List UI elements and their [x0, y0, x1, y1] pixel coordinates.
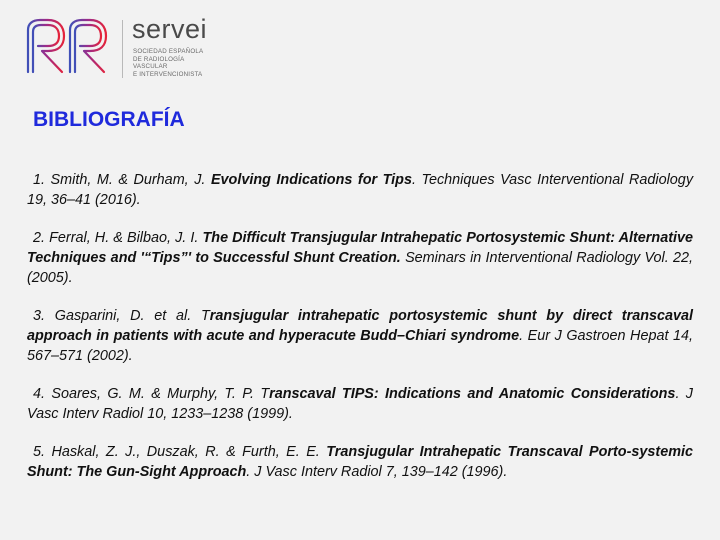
reference-item — [27, 384, 693, 424]
reference-item — [27, 442, 693, 482]
reference-number: 2. — [33, 230, 46, 246]
reference-number: 3. — [33, 308, 46, 324]
brand-name: servei — [132, 14, 208, 44]
servei-logo — [22, 14, 222, 78]
logo-divider — [122, 20, 123, 78]
reference-title: ranscaval TIPS: Indications and Anatomic Considerations — [269, 386, 676, 402]
brand-subtitle-line: E INTERVENCIONISTA — [133, 70, 203, 78]
reference-authors: Soares, G. M. & Murphy, T. P. T — [51, 386, 270, 402]
reference-title: The Difficult Transjugular Intrahepatic Portosystemic Shunt: Alternative Techniques and '“Tips”' to Successful Shunt Creation. — [27, 230, 693, 266]
brand-subtitle-line: DE RADIOLOGÍA — [133, 55, 185, 63]
servei-logo-mark-icon — [22, 16, 118, 76]
reference-number: 1. — [33, 172, 46, 188]
brand-subtitle-line: SOCIEDAD ESPAÑOLA — [133, 48, 204, 55]
reference-title: ransjugular intrahepatic portosystemic shunt by direct transcaval approach in patients with acute and hyperacute Budd–Chiari syndrome — [27, 308, 694, 344]
reference-source: . J Vasc Interv Radiol 7, 139–142 (1996). — [246, 464, 508, 480]
reference-authors: Gasparini, D. et al. T — [54, 308, 210, 324]
reference-authors: Smith, M. & Durham, J. — [50, 172, 211, 188]
reference-item — [27, 170, 693, 210]
reference-source: Seminars in Interventional Radiology Vol. 22, (2005). — [27, 250, 693, 286]
brand-subtitle-line: VASCULAR — [133, 63, 168, 70]
reference-number: 5. — [33, 444, 46, 460]
reference-title: Evolving Indications for Tips — [210, 172, 412, 188]
reference-title: Transjugular Intrahepatic Transcaval Porto-systemic Shunt: The Gun-Sight Approach — [27, 444, 693, 480]
reference-item — [27, 228, 693, 288]
reference-source: . Techniques Vasc Interventional Radiology 19, 36–41 (2016). — [27, 172, 694, 208]
reference-authors: Ferral, H. & Bilbao, J. I. — [49, 230, 203, 246]
reference-source: . J Vasc Interv Radiol 10, 1233–1238 (1999). — [27, 386, 694, 422]
reference-source: . Eur J Gastroen Hepat 14, 567–571 (2002). — [27, 328, 693, 364]
reference-authors: Haskal, Z. J., Duszak, R. & Furth, E. E. — [51, 444, 327, 460]
reference-item — [27, 306, 693, 366]
reference-number: 4. — [33, 386, 46, 402]
brand-subtitle — [133, 48, 233, 78]
reference-list — [27, 170, 693, 500]
page-title: BIBLIOGRAFÍA — [33, 108, 185, 131]
